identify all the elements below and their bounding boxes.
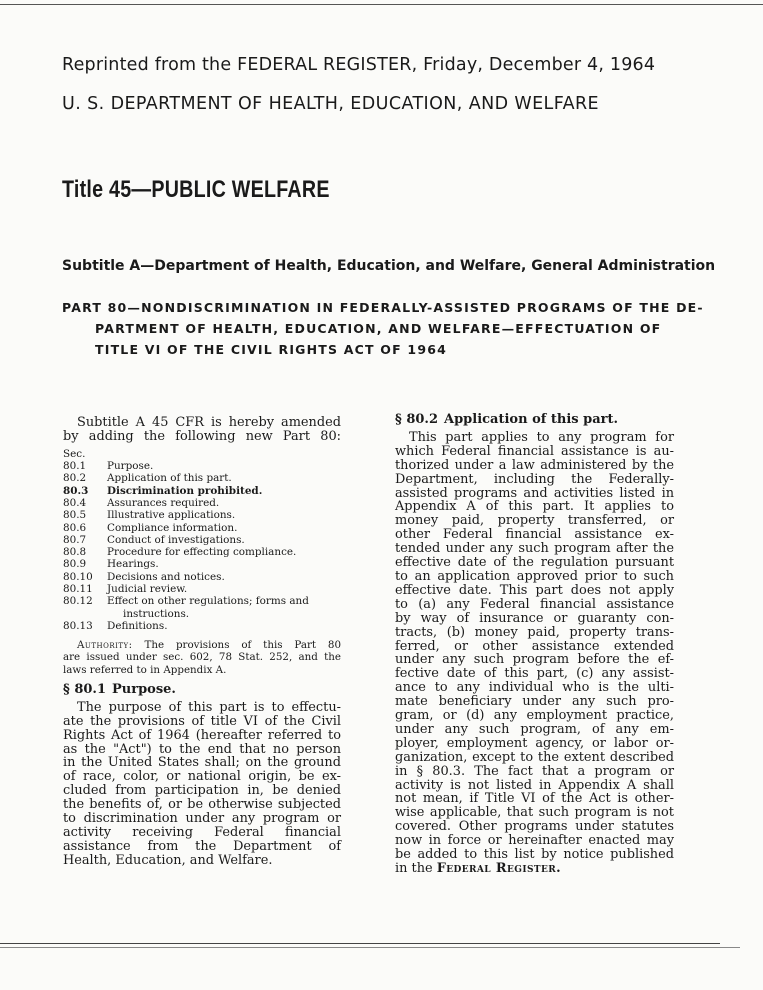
bottom-rule (0, 943, 720, 944)
top-rule (0, 4, 763, 5)
body-line: tended under any such program after the (395, 541, 674, 557)
body-line: in the Federal Register. (395, 861, 561, 876)
section-802-body (395, 431, 674, 876)
authority-line: laws referred to in Appendix A. (63, 663, 227, 676)
body-line: Health, Education, and Welfare. (63, 852, 273, 868)
body-line: not mean, if Title VI of the Act is other- (395, 791, 674, 807)
part-heading-line: PART 80—NONDISCRIMINATION IN FEDERALLY-ASSISTED PROGRAMS OF THE DE- (62, 300, 704, 315)
left-column (63, 416, 341, 868)
toc-item: 80.3 Discrimination prohibited. (63, 484, 263, 497)
body-line: activity receiving Federal financial (63, 824, 341, 840)
section-802-heading: § 80.2 Application of this part. (395, 412, 618, 427)
toc-label: Sec. (63, 447, 86, 460)
toc-item: 80.13 Definitions. (63, 619, 168, 632)
body-line: effective date of the regulation pursuant (395, 555, 674, 571)
body-line: assisted programs and activities listed in (395, 485, 674, 501)
part-heading-line: PARTMENT OF HEALTH, EDUCATION, AND WELFARE—EFFECTUATION OF (95, 321, 662, 336)
section-801-heading: § 80.1 Purpose. (63, 681, 176, 697)
authority-note: Authority: The provisions of this Part 80 are issued under sec. 602, 78 Stat. 252, and the laws referred to in Appendix A. (63, 639, 341, 676)
toc-item: 80.9 Hearings. (63, 558, 159, 571)
body-line: now in force or hereinafter enacted may (395, 833, 674, 849)
body-line: Department, including the Federally- (395, 471, 674, 487)
body-line: of race, color, or national origin, be ex- (63, 769, 341, 785)
body-line: ferred, or other assistance extended (395, 638, 674, 654)
intro-line: Subtitle A 45 CFR is hereby amended (77, 415, 341, 430)
body-line: cluded from participation in, be denied (63, 783, 341, 799)
body-line: tracts, (b) money paid, property trans- (395, 624, 674, 640)
body-line: mate beneficiary under any such pro- (395, 694, 674, 710)
reprint-line: Reprinted from the FEDERAL REGISTER, Friday, December 4, 1964 (62, 55, 656, 75)
body-line: assistance from the Department of (63, 838, 341, 854)
toc-item: 80.5 Illustrative applications. (63, 509, 236, 522)
body-line: Appendix A of this part. It applies to (395, 499, 674, 515)
body-line: ganization, except to the extent described (395, 749, 674, 765)
body-line: Rights Act of 1964 (hereafter referred to (63, 727, 341, 743)
right-column (395, 413, 674, 876)
intro-line: by adding the following new Part 80: (63, 428, 341, 444)
body-line: as the "Act") to the end that no person (63, 741, 341, 757)
section-contents (63, 448, 341, 632)
body-line: effective date. This part does not apply (395, 582, 674, 598)
toc-item: 80.6 Compliance information. (63, 521, 238, 534)
body-line: wise applicable, that such program is not (395, 805, 674, 821)
body-line: in § 80.3. The fact that a program or (395, 763, 674, 779)
authority-line: are issued under sec. 602, 78 Stat. 252, and the (63, 651, 341, 664)
body-line: by way of insurance or guaranty con- (395, 610, 674, 626)
body-line: covered. Other programs under statutes (395, 819, 674, 835)
toc-item: 80.12 Effect on other regulations; forms and (63, 595, 309, 608)
section-801-body (63, 701, 341, 868)
toc-item: 80.7 Conduct of investigations. (63, 533, 245, 546)
body-line: be added to this list by notice published (395, 847, 674, 863)
toc-item: 80.4 Assurances required. (63, 497, 220, 509)
body-line: which Federal financial assistance is au- (395, 443, 674, 459)
part-heading (62, 297, 704, 360)
body-line: under any such program before the ef- (395, 652, 674, 668)
body-line: in the United States shall; on the ground (63, 755, 341, 771)
federal-register-ref: Federal Register. (436, 861, 561, 876)
authority-label: Authority: (77, 639, 133, 652)
title-heading: Title 45—PUBLIC WELFARE (62, 176, 330, 203)
body-line: activity is not listed in Appendix A shall (395, 777, 674, 793)
body-line: ployer, employment agency, or labor or- (395, 735, 674, 751)
toc-item: 80.2 Application of this part. (63, 472, 232, 485)
department-line: U. S. DEPARTMENT OF HEALTH, EDUCATION, AND WELFARE (62, 94, 599, 114)
toc-item: 80.8 Procedure for effecting compliance. (63, 546, 297, 559)
body-line: gram, or (d) any employment practice, (395, 708, 674, 724)
body-line: ance to any individual who is the ulti- (395, 680, 674, 696)
body-line: other Federal financial assistance ex- (395, 527, 674, 543)
body-line: ate the provisions of title VI of the Civil (63, 713, 341, 729)
part-heading-line: TITLE VI OF THE CIVIL RIGHTS ACT OF 1964 (95, 342, 448, 357)
body-line: under any such program, of any em- (395, 721, 674, 737)
toc-item: 80.11 Judicial review. (63, 583, 188, 596)
subtitle-heading: Subtitle A—Department of Health, Education, and Welfare, General Administration (62, 258, 716, 274)
body-line: This part applies to any program for (409, 429, 674, 445)
body-line: The purpose of this part is to effectu- (77, 699, 341, 715)
body-line: to an application approved prior to such (395, 568, 674, 584)
toc-item-continuation: instructions. (123, 607, 190, 620)
body-line: to discrimination under any program or (63, 811, 341, 827)
body-line: the benefits of, or be otherwise subjected (63, 797, 341, 813)
body-line: fective date of this part, (c) any assist- (395, 666, 674, 682)
body-line: money paid, property transferred, or (395, 513, 674, 529)
toc-item: 80.1 Purpose. (63, 460, 154, 473)
body-line: to (a) any Federal financial assistance (395, 596, 674, 612)
bottom-rule (0, 947, 740, 948)
toc-item: 80.10 Decisions and notices. (63, 570, 225, 583)
body-line: thorized under a law administered by the (395, 457, 674, 473)
